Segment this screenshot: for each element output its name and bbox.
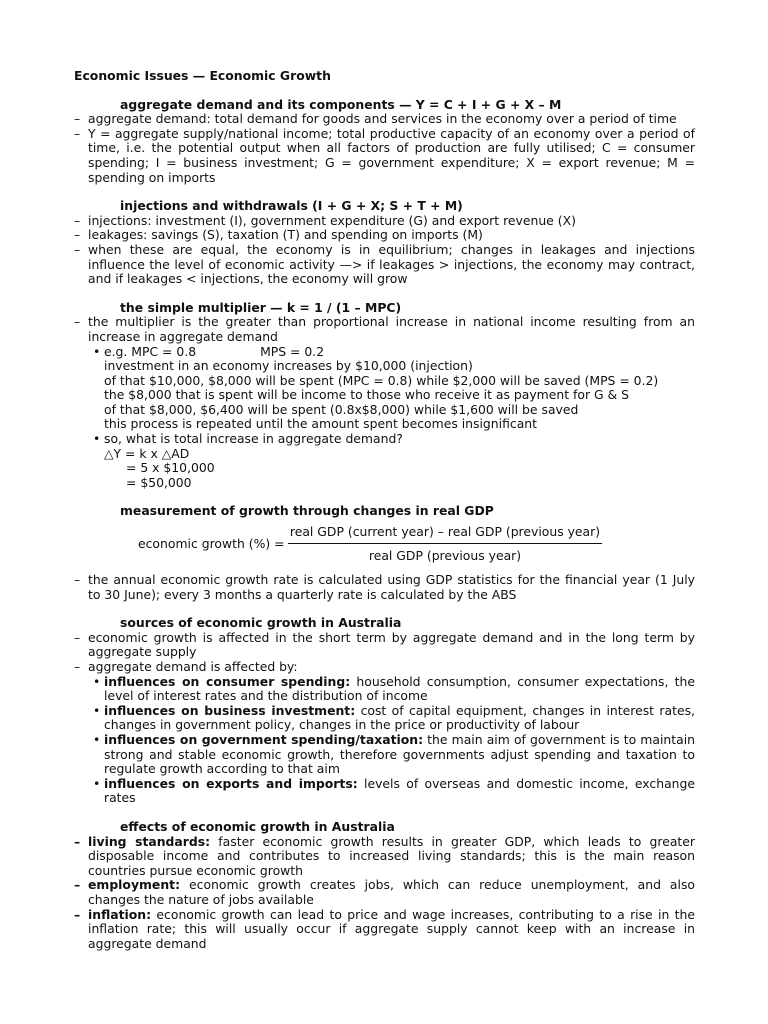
- calc-line: = $50,000: [126, 474, 192, 490]
- item-label: living standards:: [88, 833, 211, 849]
- example-line: the $8,000 that is spent will be income to those who receive it as payment for G & S: [104, 387, 629, 403]
- section-sources-growth: [74, 616, 695, 806]
- example-mps: MPS = 0.2: [260, 343, 325, 359]
- bullet-item: [90, 704, 695, 733]
- dash-list: [74, 112, 695, 185]
- list-item: [74, 878, 695, 907]
- item-text: economic growth creates jobs, which can reduce unemployment, and also changes the nature of jobs available: [88, 877, 695, 907]
- list-item: – the annual economic growth rate is calculated using GDP statistics for the financial year (1 July to 30 June); every 3 months a quarterly rate is calculated by the ABS: [74, 573, 695, 602]
- bullet-label: influences on consumer spending:: [104, 673, 351, 689]
- question-text: so, what is total increase in aggregate demand?: [104, 431, 403, 447]
- formula-denominator: real GDP (previous year): [368, 547, 522, 563]
- list-item: – aggregate demand is affected by:: [74, 660, 695, 675]
- example-line: this process is repeated until the amount spent becomes insignificant: [104, 416, 537, 432]
- section-injections-withdrawals: [74, 199, 695, 287]
- section-heading: injections and withdrawals (I + G + X; S + T + M): [120, 198, 463, 214]
- bullet-text: the main aim of government is to maintain strong and stable economic growth, therefore governments adjust spending and taxation to regulate growth according to that aim: [104, 731, 695, 777]
- section-heading: measurement of growth through changes in real GDP: [120, 503, 494, 519]
- bullet-list: [74, 345, 695, 491]
- bullet-item: [90, 777, 695, 806]
- bullet-list: [74, 675, 695, 806]
- section-simple-multiplier: [74, 301, 695, 491]
- list-item: – aggregate demand: total demand for goods and services in the economy over a period of time: [74, 112, 695, 127]
- section-heading: effects of economic growth in Australia: [120, 818, 395, 834]
- calc-line: △Y = k x △AD: [104, 445, 190, 461]
- list-item: – when these are equal, the economy is in equilibrium; changes in leakages and injections influence the level of economic activity —> if leakages > injections, the economy may contract, and if leakages < injections, the economy will grow: [74, 243, 695, 287]
- item-text: economic growth can lead to price and wage increases, contributing to a rise in the inflation rate; this will usually occur if aggregate supply cannot keep with an increase in aggregate demand: [88, 906, 695, 951]
- example-line: of that $8,000, $6,400 will be spent (0.8x$8,000) while $1,600 will be saved: [104, 401, 579, 417]
- dash-list: [74, 631, 695, 675]
- bullet-text: cost of capital equipment, changes in interest rates, changes in government policy, changes in the price or productivity of labour: [104, 702, 695, 733]
- list-item: – the multiplier is the greater than proportional increase in national income resulting from an increase in aggregate demand: [74, 315, 695, 344]
- section-measurement-growth: [74, 504, 695, 602]
- bullet-item: [90, 675, 695, 704]
- list-item: – injections: investment (I), government expenditure (G) and export revenue (X): [74, 214, 695, 229]
- item-label: employment:: [88, 877, 181, 893]
- document-page: [74, 69, 695, 965]
- document-title: Economic Issues — Economic Growth: [74, 68, 331, 83]
- bullet-text: household consumption, consumer expectations, the level of interest rates and the distribution of income: [104, 673, 695, 704]
- section-heading: the simple multiplier — k = 1 / (1 – MPC): [120, 299, 402, 315]
- list-item: – leakages: savings (S), taxation (T) and spending on imports (M): [74, 228, 695, 243]
- item-label: inflation:: [88, 906, 152, 922]
- dash-list: [74, 315, 695, 344]
- growth-formula: [74, 525, 695, 567]
- formula-label: economic growth (%) =: [138, 536, 285, 552]
- list-item: – Y = aggregate supply/national income; total productive capacity of an economy over a period of time, i.e. the potential output when all factors of production are fully utilised; C = consumer spending; I = business investment; G = government expenditure; X = export revenue; M = spending on imports: [74, 127, 695, 185]
- section-effects-growth: [74, 820, 695, 951]
- formula-numerator: real GDP (current year) – real GDP (previous year): [288, 525, 602, 544]
- bullet-item: [90, 733, 695, 777]
- example-line: of that $10,000, $8,000 will be spent (MPC = 0.8) while $2,000 will be saved (MPS = 0.2): [104, 372, 659, 388]
- formula-fraction: [288, 525, 602, 563]
- bullet-label: influences on government spending/taxation:: [104, 731, 424, 747]
- item-text: faster economic growth results in greater GDP, which leads to greater disposable income and contributes to increased living standards; this is the main reason countries pursue economic growth: [88, 833, 695, 878]
- bullet-item: [90, 432, 695, 490]
- bullet-label: influences on business investment:: [104, 702, 356, 718]
- section-aggregate-demand: [74, 98, 695, 186]
- dash-list: [74, 573, 695, 602]
- example-line: investment in an economy increases by $10,000 (injection): [104, 358, 473, 374]
- list-item: [74, 908, 695, 952]
- dash-list: [74, 214, 695, 287]
- bullet-text: levels of overseas and domestic income, exchange rates: [104, 775, 696, 806]
- list-item: – economic growth is affected in the short term by aggregate demand and in the long term by aggregate supply: [74, 631, 695, 660]
- dash-list: [74, 835, 695, 952]
- section-heading: sources of economic growth in Australia: [120, 615, 402, 631]
- calc-line: = 5 x $10,000: [126, 460, 215, 476]
- example-mpc: e.g. MPC = 0.8: [104, 343, 197, 359]
- section-heading: aggregate demand and its components — Y = C + I + G + X – M: [120, 96, 562, 112]
- list-item: [74, 835, 695, 879]
- bullet-item: [90, 345, 695, 433]
- bullet-label: influences on exports and imports:: [104, 775, 358, 791]
